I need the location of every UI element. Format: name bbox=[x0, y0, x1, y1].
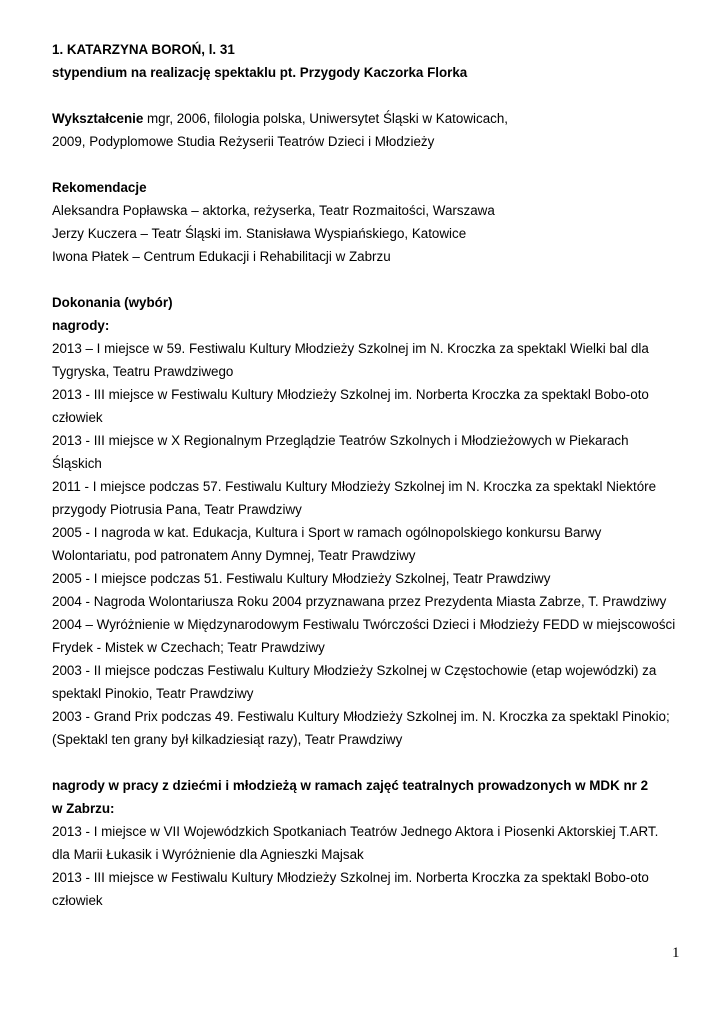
recommendation-item: Aleksandra Popławska – aktorka, reżyserka, Teatr Rozmaitości, Warszawa bbox=[52, 203, 495, 218]
spacer bbox=[52, 751, 692, 774]
mdk-heading-line-1: nagrody w pracy z dziećmi i młodzieżą w ramach zajęć teatralnych prowadzonych w MDK nr 2 bbox=[52, 778, 649, 793]
spacer bbox=[52, 268, 692, 291]
award-line: Tygryska, Teatru Prawdziwego bbox=[52, 364, 234, 379]
mdk-heading-line-2: w Zabrzu: bbox=[52, 801, 115, 816]
award-line: 2003 - Grand Prix podczas 49. Festiwalu Kultury Młodzieży Szkolnej im. N. Kroczka za spektakl Pinokio; bbox=[52, 709, 670, 724]
award-line: spektakl Pinokio, Teatr Prawdziwy bbox=[52, 686, 254, 701]
recommendation-item: Iwona Płatek – Centrum Edukacji i Rehabilitacji w Zabrzu bbox=[52, 249, 391, 264]
candidate-name-line: 1. KATARZYNA BOROŃ, l. 31 bbox=[52, 42, 235, 57]
award-line: 2013 - III miejsce w Festiwalu Kultury Młodzieży Szkolnej im. Norberta Kroczka za spektakl Bobo-oto bbox=[52, 387, 649, 402]
recommendations-heading: Rekomendacje bbox=[52, 180, 147, 195]
award-line: 2004 – Wyróżnienie w Międzynarodowym Festiwalu Twórczości Dzieci i Młodzieży FEDD w miejscowości bbox=[52, 617, 676, 632]
award-line: Śląskich bbox=[52, 456, 102, 471]
award-line: 2013 – I miejsce w 59. Festiwalu Kultury Młodzieży Szkolnej im N. Kroczka za spektakl Wielki bal dla bbox=[52, 341, 649, 356]
award-line: 2013 - III miejsce w X Regionalnym Przeglądzie Teatrów Szkolnych i Młodzieżowych w Piekarach bbox=[52, 433, 629, 448]
education-text-1: mgr, 2006, filologia polska, Uniwersytet Śląski w Katowicach, bbox=[143, 111, 508, 126]
document-page bbox=[52, 38, 692, 912]
mdk-award-line: człowiek bbox=[52, 893, 103, 908]
education-line-1 bbox=[52, 107, 692, 130]
award-line: 2004 - Nagroda Wolontariusza Roku 2004 przyznawana przez Prezydenta Miasta Zabrze, T. Prawdziwy bbox=[52, 594, 667, 609]
award-line: 2005 - I nagroda w kat. Edukacja, Kultura i Sport w ramach ogólnopolskiego konkursu Barwy bbox=[52, 525, 602, 540]
mdk-award-line: dla Marii Łukasik i Wyróżnienie dla Agnieszki Majsak bbox=[52, 847, 364, 862]
award-line: przygody Piotrusia Pana, Teatr Prawdziwy bbox=[52, 502, 302, 517]
mdk-award-line: 2013 - III miejsce w Festiwalu Kultury Młodzieży Szkolnej im. Norberta Kroczka za spektakl Bobo-oto bbox=[52, 870, 649, 885]
award-line: 2003 - II miejsce podczas Festiwalu Kultury Młodzieży Szkolnej w Częstochowie (etap wojewódzki) za bbox=[52, 663, 657, 678]
awards-heading: nagrody: bbox=[52, 318, 110, 333]
award-line: człowiek bbox=[52, 410, 103, 425]
education-line-2: 2009, Podyplomowe Studia Reżyserii Teatrów Dzieci i Młodzieży bbox=[52, 134, 435, 149]
award-line: Wolontariatu, pod patronatem Anny Dymnej, Teatr Prawdziwy bbox=[52, 548, 416, 563]
mdk-award-line: 2013 - I miejsce w VII Wojewódzkich Spotkaniach Teatrów Jednego Aktora i Piosenki Aktorskiej T.ART. bbox=[52, 824, 659, 839]
scholarship-subtitle: stypendium na realizację spektaklu pt. Przygody Kaczorka Florka bbox=[52, 65, 468, 80]
achievements-heading: Dokonania (wybór) bbox=[52, 295, 173, 310]
recommendation-item: Jerzy Kuczera – Teatr Śląski im. Stanisława Wyspiańskiego, Katowice bbox=[52, 226, 467, 241]
page-number: 1 bbox=[672, 945, 680, 961]
spacer bbox=[52, 84, 692, 107]
award-line: 2011 - I miejsce podczas 57. Festiwalu Kultury Młodzieży Szkolnej im N. Kroczka za spektakl Niektóre bbox=[52, 479, 657, 494]
award-line: 2005 - I miejsce podczas 51. Festiwalu Kultury Młodzieży Szkolnej, Teatr Prawdziwy bbox=[52, 571, 551, 586]
award-line: (Spektakl ten grany był kilkadziesiąt razy), Teatr Prawdziwy bbox=[52, 732, 403, 747]
award-line: Frydek - Mistek w Czechach; Teatr Prawdziwy bbox=[52, 640, 325, 655]
spacer bbox=[52, 153, 692, 176]
education-label: Wykształcenie bbox=[52, 111, 144, 126]
